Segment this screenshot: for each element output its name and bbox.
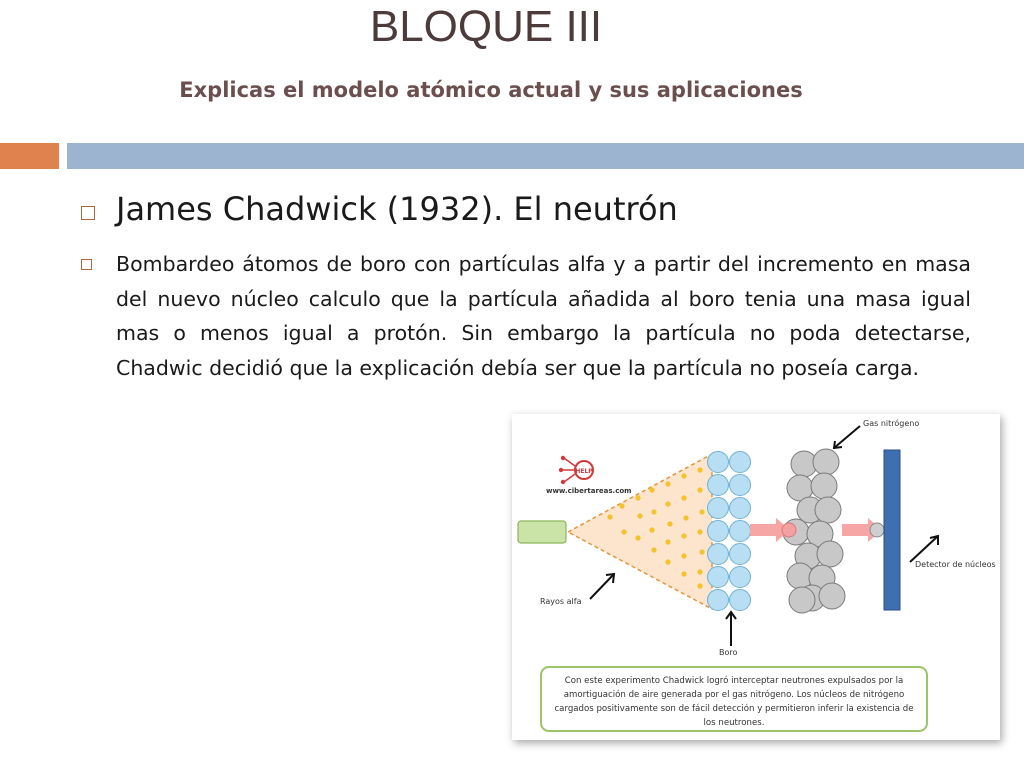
alpha-particle [635, 535, 640, 540]
bullet-square-icon [81, 206, 95, 220]
alpha-particle [697, 487, 702, 492]
alpha-source [518, 521, 566, 543]
label-detector: Detector de núcleos [915, 560, 996, 569]
boron-atom [730, 475, 751, 496]
nitrogen-atom [817, 541, 843, 567]
alpha-particle [681, 553, 686, 558]
boron-atom [708, 475, 729, 496]
boron-atom [730, 567, 751, 588]
alpha-particle [637, 513, 642, 518]
boron-atom [708, 544, 729, 565]
alpha-particle [621, 529, 626, 534]
alpha-particle [607, 514, 612, 519]
boron-atom [708, 498, 729, 519]
alpha-particle [665, 481, 670, 486]
alpha-particle [649, 487, 654, 492]
alpha-particle [697, 583, 702, 588]
logo-text: HELP [575, 468, 593, 475]
alpha-particle [683, 515, 688, 520]
accent-bar-blue [67, 143, 1024, 169]
alpha-particle [697, 569, 702, 574]
nucleus-detector [884, 450, 900, 610]
nitrogen-atom [819, 583, 845, 609]
figure-caption: Con este experimento Chadwick logró interceptar neutrones expulsados por la amortiguación de aire generada por el gas nitrógeno. Los núcleos de nitrógeno cargados positivamente son de fácil detección y permitieron inferir la existencia de los neutrones. [540, 666, 928, 732]
boron-atom [708, 590, 729, 611]
body-paragraph: Bombardeo átomos de boro con partículas alfa y a partir del incremento en masa del nuevo núcleo calculo que la partícula añadida al boro tenia una masa igual mas o menos igual a protón. Sin embargo la partícula no poda detectarse, Chadwic decidió que la explicación debía ser que la partícula no poseía carga. [116, 252, 971, 380]
alpha-particle [699, 549, 704, 554]
alpha-particle [665, 501, 670, 506]
alpha-particle [635, 495, 640, 500]
alpha-particle [651, 509, 656, 514]
alpha-particle [699, 509, 704, 514]
nitrogen-atom [815, 497, 841, 523]
experiment-diagram [512, 414, 1000, 664]
nitrogen-atom [789, 587, 815, 613]
alpha-particle [619, 503, 624, 508]
accent-bar-orange [0, 143, 59, 169]
cibertareas-logo [546, 456, 631, 495]
slide-subtitle: Explicas el modelo atómico actual y sus aplicaciones [179, 78, 803, 102]
slide-title: BLOQUE III [369, 2, 603, 51]
boron-atoms [708, 452, 751, 611]
label-boron: Boro [719, 648, 738, 657]
alpha-particle [649, 527, 654, 532]
label-gas: Gas nitrógeno [863, 419, 920, 428]
bullet-square-icon [81, 259, 92, 270]
nitrogen-atom [811, 473, 837, 499]
boron-atom [708, 567, 729, 588]
chadwick-experiment-figure [512, 414, 1000, 740]
alpha-particle [681, 495, 686, 500]
site-text: www.cibertareas.com [546, 487, 632, 495]
alpha-particle [681, 571, 686, 576]
alpha-particle [651, 547, 656, 552]
alpha-particle [665, 559, 670, 564]
label-alpha: Rayos alfa [540, 597, 582, 606]
alpha-particle [667, 521, 672, 526]
heading-chadwick: James Chadwick (1932). El neutrón [116, 190, 678, 228]
boron-atom [730, 498, 751, 519]
alpha-particle [697, 467, 702, 472]
boron-atom [730, 544, 751, 565]
nitrogen-atom [813, 449, 839, 475]
alpha-particle [665, 539, 670, 544]
boron-atom [708, 452, 729, 473]
boron-atom [708, 521, 729, 542]
boron-atom [730, 521, 751, 542]
boron-atom [730, 452, 751, 473]
alpha-particle [697, 529, 702, 534]
alpha-particle [681, 533, 686, 538]
alpha-particle [681, 473, 686, 478]
boron-atom [730, 590, 751, 611]
